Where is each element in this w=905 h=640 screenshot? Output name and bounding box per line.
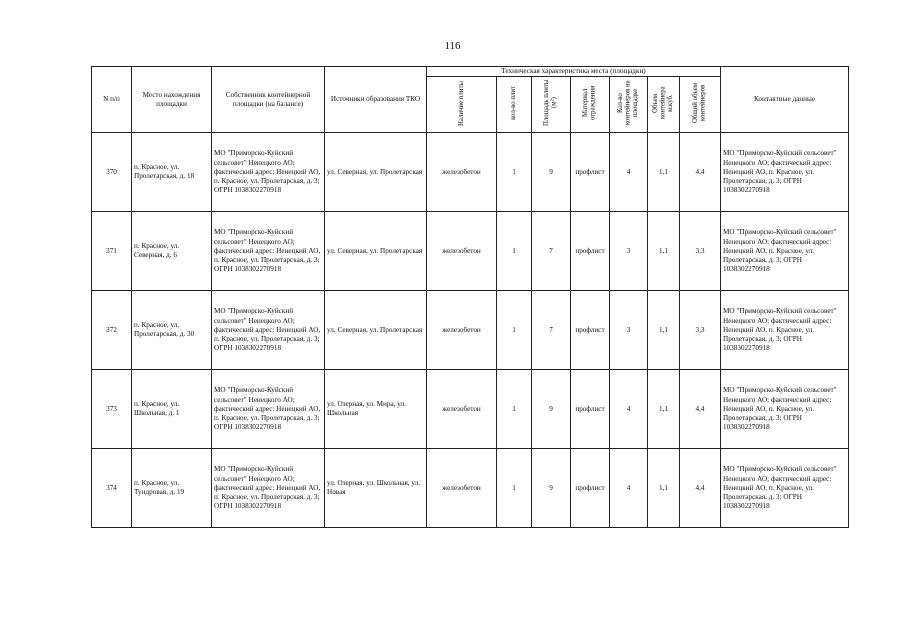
cell-plate: железобетон bbox=[427, 133, 497, 212]
cell-location: п. Красное, ул. Тундровая, д. 19 bbox=[132, 449, 212, 528]
header-sources: Источники образования ТКО bbox=[325, 67, 427, 133]
cell-owner: МО "Приморско-Куйский сельсовет" Ненецкого АО; фактический адрес: Ненецкий АО, п. Красное, ул. Пролетарская, д. 3; ОГРН 1038302270918 bbox=[212, 212, 325, 291]
cell-sources: ул. Озерная, ул. Мира, ул. Школьная bbox=[325, 370, 427, 449]
header-owner: Собственник контейнерной площадки (на балансе) bbox=[212, 67, 325, 133]
cell-plate-area: 9 bbox=[532, 370, 571, 449]
header-num: N п/п bbox=[92, 67, 132, 133]
table-row bbox=[92, 212, 849, 291]
table-row bbox=[92, 449, 849, 528]
page-number: 116 bbox=[444, 40, 461, 52]
header-container-volume: Объем контейнера м.куб. bbox=[652, 86, 675, 120]
cell-contacts: МО "Приморско-Куйский сельсовет" Ненецкого АО; фактический адрес: Ненецкий АО, п. Красное, ул. Пролетарская, д. 3; ОГРН 1038302270918 bbox=[721, 291, 849, 370]
cell-plates-count: 1 bbox=[497, 291, 532, 370]
cell-sources: ул. Северная, ул. Пролетарская bbox=[325, 291, 427, 370]
cell-sources: ул. Северная, ул. Пролетарская bbox=[325, 212, 427, 291]
cell-plates-count: 1 bbox=[497, 449, 532, 528]
cell-fence: профлист bbox=[571, 449, 610, 528]
cell-num: 374 bbox=[92, 449, 132, 528]
cell-owner: МО "Приморско-Куйский сельсовет" Ненецкого АО; фактический адрес: Ненецкий АО, п. Красное, ул. Пролетарская, д. 3; ОГРН 1038302270918 bbox=[212, 291, 325, 370]
cell-container-volume: 1,1 bbox=[648, 291, 680, 370]
header-fence: Материал ограждения bbox=[582, 86, 597, 121]
cell-contacts: МО "Приморско-Куйский сельсовет" Ненецкого АО; фактический адрес: Ненецкий АО, п. Красное, ул. Пролетарская, д. 3; ОГРН 1038302270918 bbox=[721, 133, 849, 212]
header-total-volume: Общий объем контейнеров bbox=[692, 83, 707, 124]
cell-contacts: МО "Приморско-Куйский сельсовет" Ненецкого АО; фактический адрес: Ненецкий АО, п. Красное, ул. Пролетарская, д. 3; ОГРН 1038302270918 bbox=[721, 370, 849, 449]
cell-plate-area: 9 bbox=[532, 133, 571, 212]
cell-location: п. Красное, ул. Школьная, д. 1 bbox=[132, 370, 212, 449]
cell-containers: 4 bbox=[610, 370, 648, 449]
cell-sources: ул. Озерная, ул. Школьная, ул. Новая bbox=[325, 449, 427, 528]
cell-fence: профлист bbox=[571, 370, 610, 449]
cell-plates-count: 1 bbox=[497, 212, 532, 291]
header-plate: Наличие плиты bbox=[457, 80, 465, 126]
cell-total-volume: 4,4 bbox=[680, 133, 721, 212]
cell-plates-count: 1 bbox=[497, 133, 532, 212]
cell-owner: МО "Приморско-Куйский сельсовет" Ненецкого АО; фактический адрес: Ненецкий АО, п. Красное, ул. Пролетарская, д. 3; ОГРН 1038302270918 bbox=[212, 370, 325, 449]
cell-location: п. Красное, ул. Пролетарская, д. 18 bbox=[132, 133, 212, 212]
cell-total-volume: 3,3 bbox=[680, 291, 721, 370]
cell-location: п. Красное, ул. Северная, д. 6 bbox=[132, 212, 212, 291]
cell-plate-area: 9 bbox=[532, 449, 571, 528]
table-row bbox=[92, 370, 849, 449]
cell-containers: 3 bbox=[610, 291, 648, 370]
header-location: Место нахождения площадки bbox=[132, 67, 212, 133]
cell-num: 370 bbox=[92, 133, 132, 212]
header-row bbox=[92, 67, 849, 77]
cell-plates-count: 1 bbox=[497, 370, 532, 449]
cell-sources: ул. Северная, ул. Пролетарская bbox=[325, 133, 427, 212]
container-sites-table bbox=[91, 66, 849, 528]
cell-fence: профлист bbox=[571, 212, 610, 291]
cell-container-volume: 1,1 bbox=[648, 449, 680, 528]
cell-plate: железобетон bbox=[427, 291, 497, 370]
cell-plate-area: 7 bbox=[532, 212, 571, 291]
cell-num: 372 bbox=[92, 291, 132, 370]
cell-num: 373 bbox=[92, 370, 132, 449]
cell-plate: железобетон bbox=[427, 212, 497, 291]
cell-contacts: МО "Приморско-Куйский сельсовет" Ненецкого АО; фактический адрес: Ненецкий АО, п. Красное, ул. Пролетарская, д. 3; ОГРН 1038302270918 bbox=[721, 212, 849, 291]
cell-total-volume: 4,4 bbox=[680, 449, 721, 528]
cell-container-volume: 1,1 bbox=[648, 212, 680, 291]
cell-num: 371 bbox=[92, 212, 132, 291]
header-contacts: Контактные данные bbox=[721, 67, 849, 133]
cell-containers: 3 bbox=[610, 212, 648, 291]
cell-containers: 4 bbox=[610, 449, 648, 528]
cell-total-volume: 4,4 bbox=[680, 370, 721, 449]
table-row bbox=[92, 291, 849, 370]
cell-plate-area: 7 bbox=[532, 291, 571, 370]
header-plates-count: кол-во плит bbox=[510, 86, 518, 121]
cell-containers: 4 bbox=[610, 133, 648, 212]
header-plate-area: Площадь плиты (м²) bbox=[543, 80, 558, 127]
cell-fence: профлист bbox=[571, 133, 610, 212]
cell-contacts: МО "Приморско-Куйский сельсовет" Ненецкого АО; фактический адрес: Ненецкий АО, п. Красное, ул. Пролетарская, д. 3; ОГРН 1038302270918 bbox=[721, 449, 849, 528]
cell-owner: МО "Приморско-Куйский сельсовет" Ненецкого АО; фактический адрес: Ненецкий АО, п. Красное, ул. Пролетарская, д. 3; ОГРН 1038302270918 bbox=[212, 449, 325, 528]
cell-location: п. Красное, ул. Пролетарская, д. 30 bbox=[132, 291, 212, 370]
cell-container-volume: 1,1 bbox=[648, 370, 680, 449]
cell-plate: железобетон bbox=[427, 370, 497, 449]
table-row bbox=[92, 133, 849, 212]
cell-plate: железобетон bbox=[427, 449, 497, 528]
header-tech: Техническая характеристика места (площадки) bbox=[427, 67, 721, 77]
cell-container-volume: 1,1 bbox=[648, 133, 680, 212]
cell-total-volume: 3,3 bbox=[680, 212, 721, 291]
cell-fence: профлист bbox=[571, 291, 610, 370]
header-containers: Кол-во контейнеров на площадке bbox=[617, 80, 640, 126]
cell-owner: МО "Приморско-Куйский сельсовет" Ненецкого АО; фактический адрес: Ненецкий АО, п. Красное, ул. Пролетарская, д. 3; ОГРН 1038302270918 bbox=[212, 133, 325, 212]
